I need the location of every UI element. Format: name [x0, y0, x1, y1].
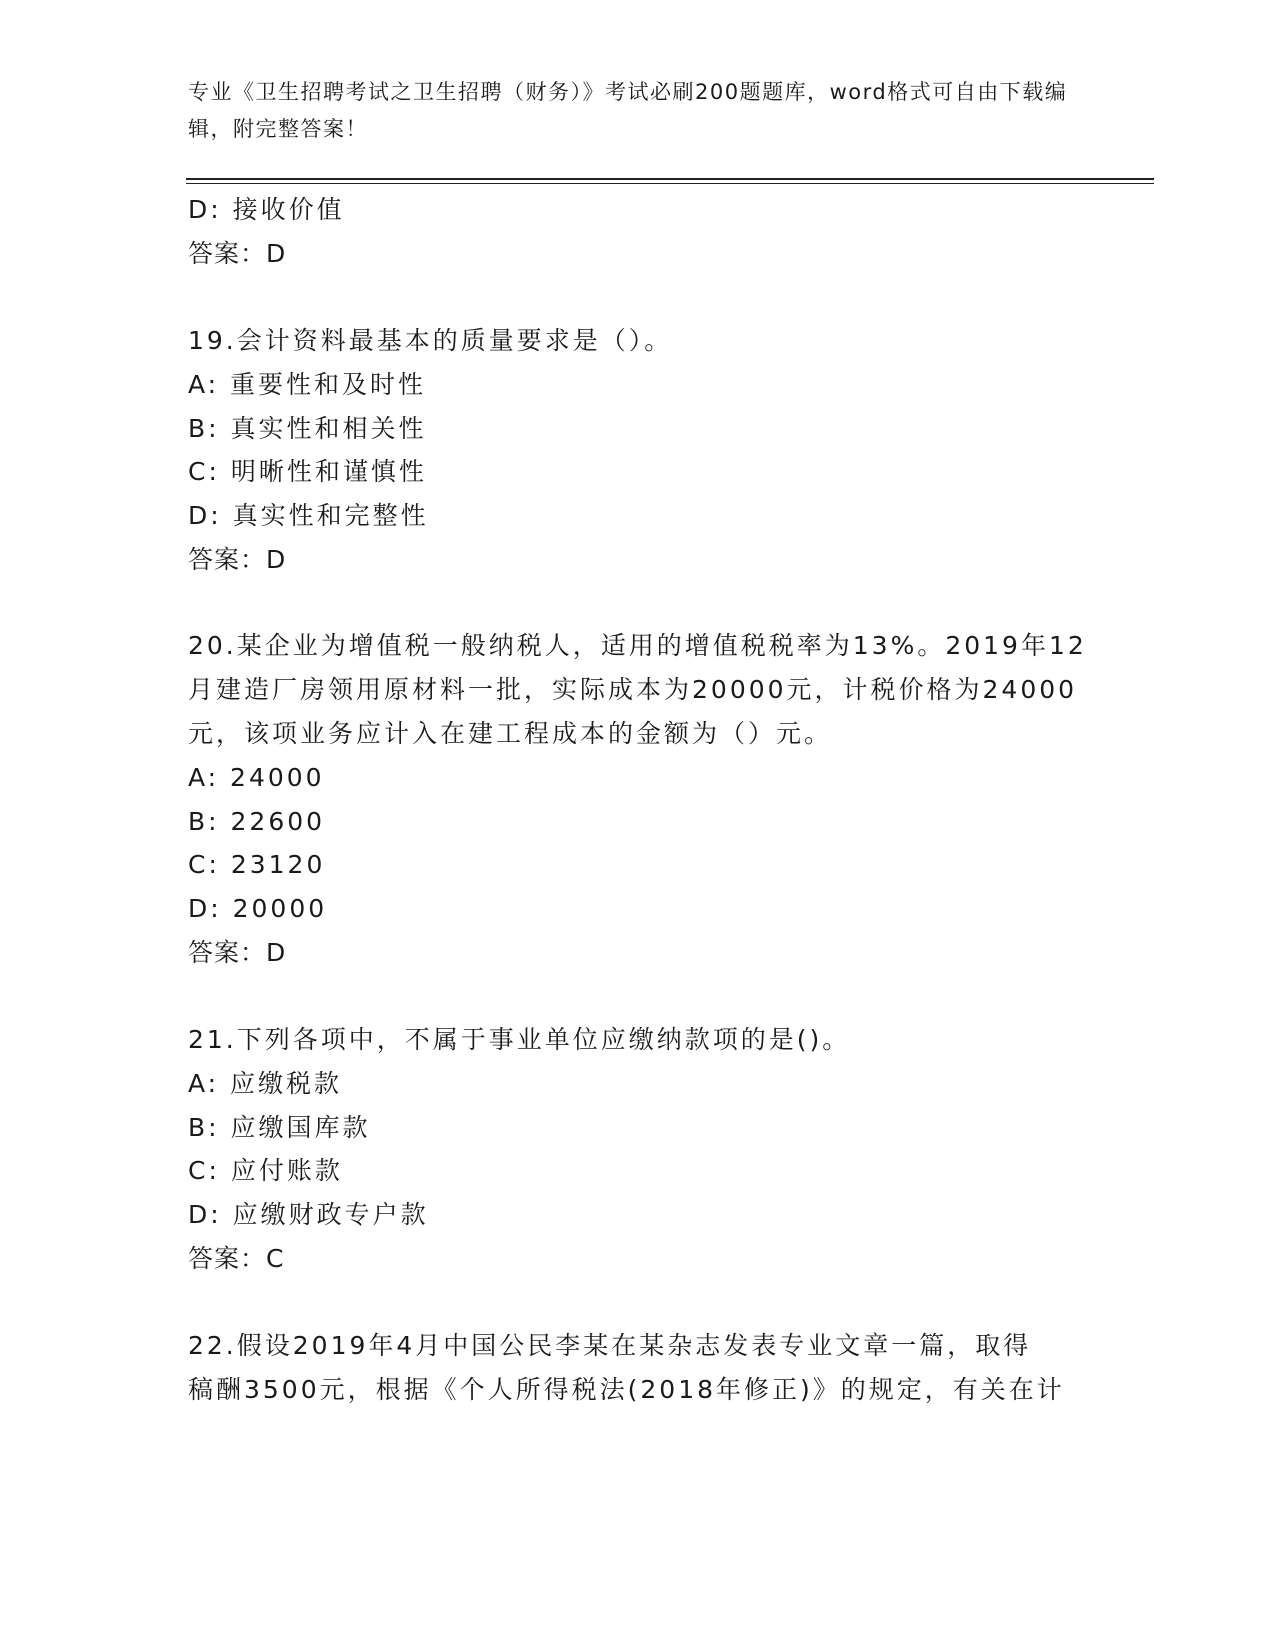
page-header: 专业《卫生招聘考试之卫生招聘（财务）》考试必刷200题题库，word格式可自由下载编辑，附完整答案！	[188, 80, 1068, 141]
q20-question-line-3: 元，该项业务应计入在建工程成本的金额为（）元。	[188, 719, 833, 748]
q20-question-line-1: 20.某企业为增值税一般纳税人，适用的增值税税率为13%。2019年12	[188, 631, 1087, 660]
q21-question: 21.下列各项中，不属于事业单位应缴纳款项的是()。	[188, 1025, 851, 1054]
q22-question-line-1: 22.假设2019年4月中国公民李某在某杂志发表专业文章一篇，取得	[188, 1331, 1032, 1360]
q22-question-line-2: 稿酬3500元，根据《个人所得税法(2018年修正)》的规定，有关在计	[188, 1375, 1065, 1404]
q21-option-d: D: 应缴财政专户款	[188, 1200, 429, 1229]
q19-option-c: C: 明晰性和谨慎性	[188, 457, 427, 486]
q20-option-c: C: 23120	[188, 850, 326, 879]
q21-answer: 答案：C	[188, 1244, 285, 1273]
header-divider-secondary	[186, 183, 1154, 184]
q18-answer: 答案：D	[188, 239, 287, 268]
q18-option-d: D: 接收价值	[188, 195, 345, 224]
q20-option-a: A: 24000	[188, 763, 325, 792]
q19-answer: 答案：D	[188, 545, 287, 574]
header-divider	[186, 178, 1154, 180]
q19-option-a: A: 重要性和及时性	[188, 370, 427, 399]
q20-option-b: B: 22600	[188, 807, 326, 836]
q20-question-line-2: 月建造厂房领用原材料一批，实际成本为20000元，计税价格为24000	[188, 675, 1078, 704]
q21-option-b: B: 应缴国库款	[188, 1113, 371, 1142]
q21-option-c: C: 应付账款	[188, 1156, 343, 1185]
q20-option-d: D: 20000	[188, 894, 328, 923]
q19-question: 19.会计资料最基本的质量要求是（）。	[188, 326, 673, 355]
q19-option-b: B: 真实性和相关性	[188, 414, 427, 443]
q21-option-a: A: 应缴税款	[188, 1069, 343, 1098]
q19-option-d: D: 真实性和完整性	[188, 501, 429, 530]
q20-answer: 答案：D	[188, 938, 287, 967]
